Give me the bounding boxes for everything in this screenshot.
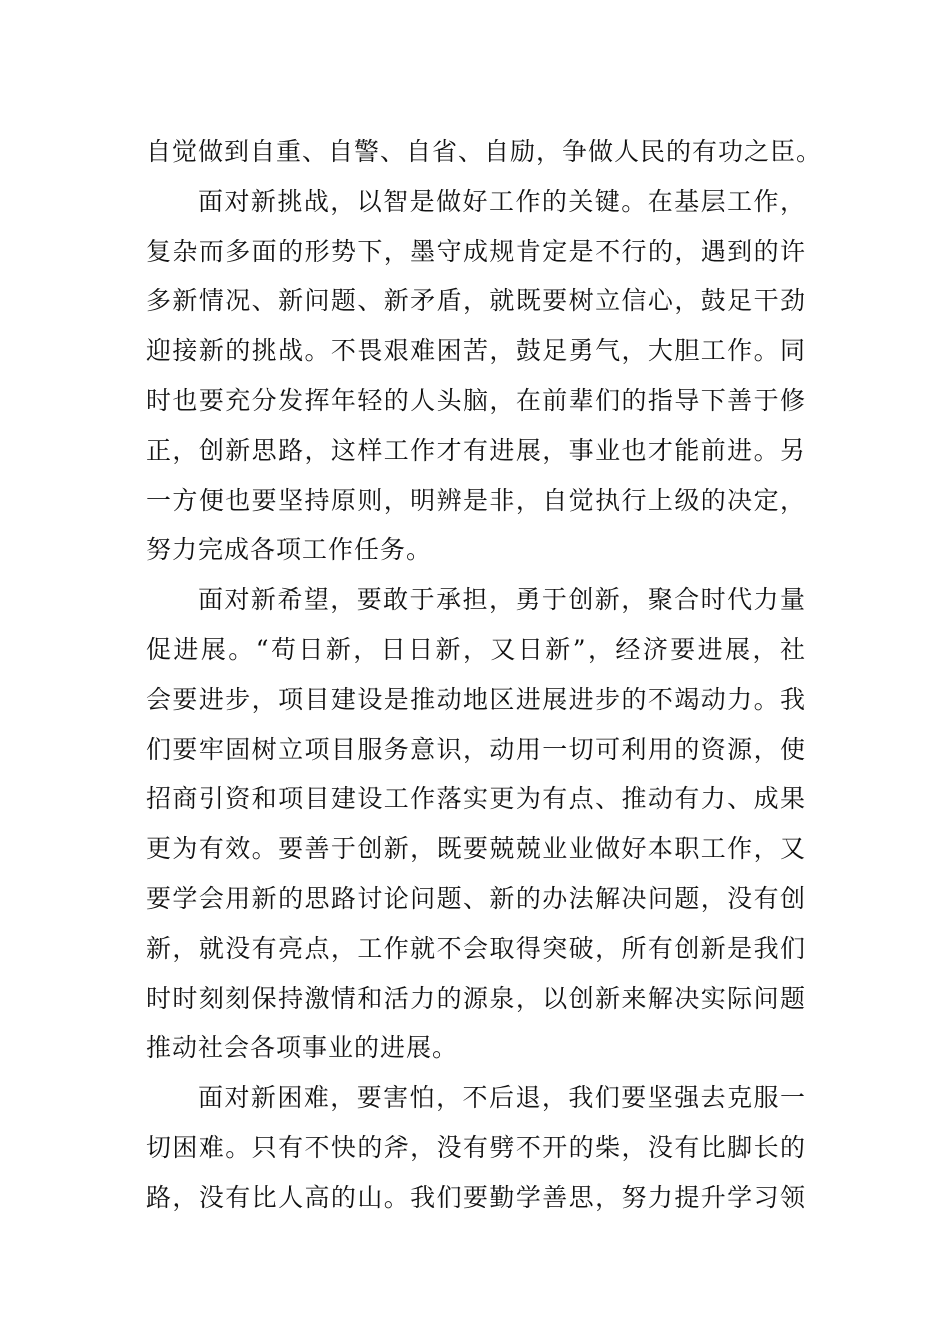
text-line: 面对新希望，要敢于承担，勇于创新，聚合时代力量 xyxy=(198,585,806,615)
text-line: 面对新挑战，以智是做好工作的关键。在基层工作， xyxy=(198,186,806,216)
text-line: 更为有效。要善于创新，既要兢兢业业做好本职工作，又 xyxy=(146,834,806,864)
text-line: 多新情况、新问题、新矛盾，就既要树立信心，鼓足干劲 xyxy=(146,286,806,316)
text-line: 们要牢固树立项目服务意识，动用一切可利用的资源，使 xyxy=(146,734,806,764)
text-line: 推动社会各项事业的进展。 xyxy=(146,1033,459,1063)
text-line: 正，创新思路，这样工作才有进展，事业也才能前进。另 xyxy=(146,435,806,465)
document-body xyxy=(146,127,823,1223)
text-line: 面对新困难，要害怕，不后退，我们要坚强去克服一 xyxy=(198,1083,806,1113)
text-line: 时时刻刻保持激情和活力的源泉，以创新来解决实际问题 xyxy=(146,983,806,1013)
text-line: 会要进步，项目建设是推动地区进展进步的不竭动力。我 xyxy=(146,684,806,714)
text-line: 自觉做到自重、自警、自省、自励，争做人民的有功之臣。 xyxy=(146,137,823,166)
text-line: 路，没有比人高的山。我们要勤学善思，努力提升学习领 xyxy=(146,1182,806,1212)
text-line: 一方便也要坚持原则，明辨是非，自觉执行上级的决定， xyxy=(146,485,806,515)
text-line: 复杂而多面的形势下，墨守成规肯定是不行的，遇到的许 xyxy=(146,236,806,266)
text-line: 促进展。“苟日新，日日新，又日新”，经济要进展，社 xyxy=(146,634,806,664)
text-line: 招商引资和项目建设工作落实更为有点、推动有力、成果 xyxy=(146,784,806,814)
text-line: 要学会用新的思路讨论问题、新的办法解决问题，没有创 xyxy=(146,883,806,913)
text-line: 努力完成各项工作任务。 xyxy=(146,535,433,565)
text-line: 迎接新的挑战。不畏艰难困苦，鼓足勇气，大胆工作。同 xyxy=(146,336,806,366)
text-line: 新，就没有亮点，工作就不会取得突破，所有创新是我们 xyxy=(146,933,806,963)
text-line: 时也要充分发挥年轻的人头脑，在前辈们的指导下善于修 xyxy=(146,385,806,415)
text-line: 切困难。只有不快的斧，没有劈不开的柴，没有比脚长的 xyxy=(146,1132,806,1162)
